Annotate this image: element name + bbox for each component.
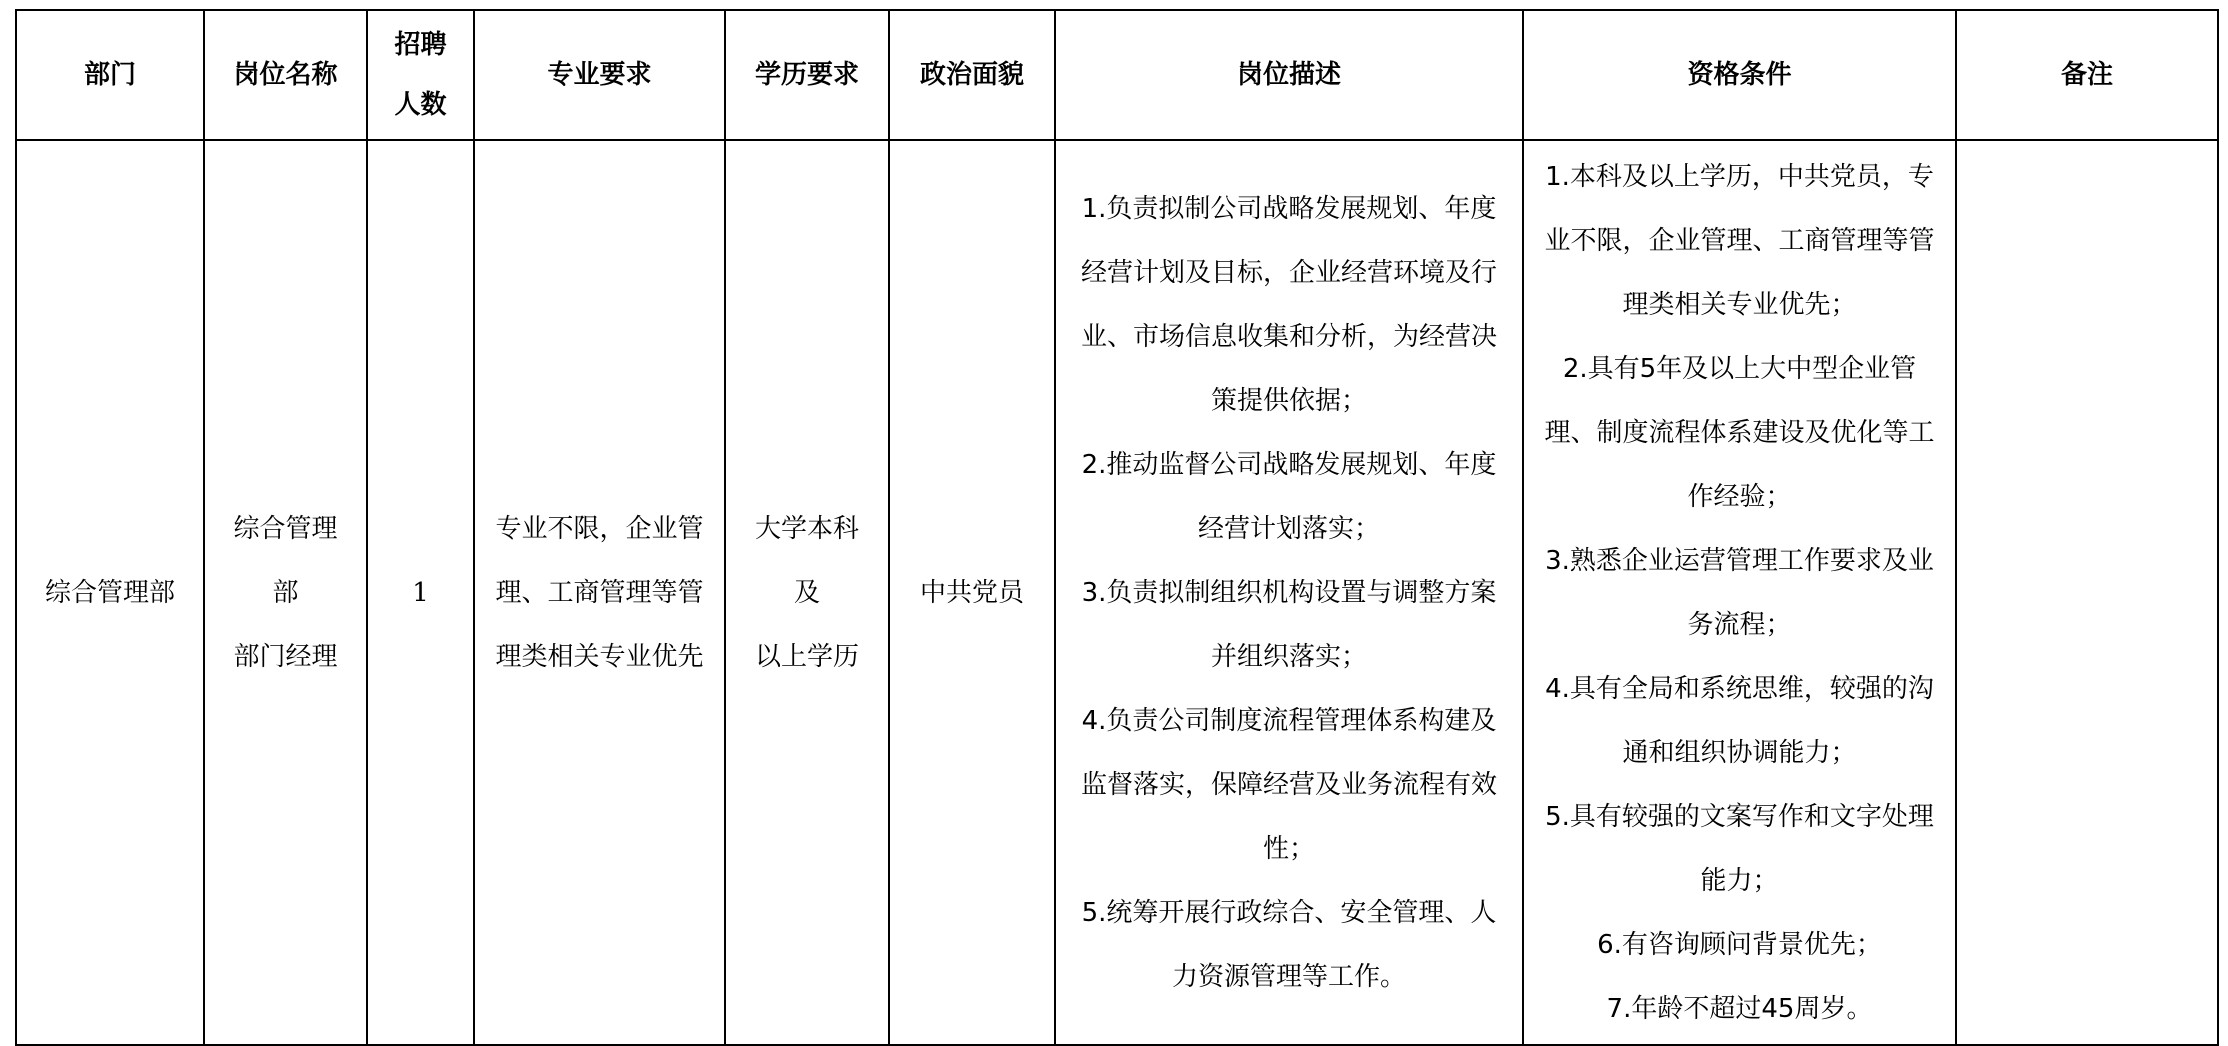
header-position: 岗位名称	[204, 10, 367, 140]
cell-qualification	[1523, 140, 1956, 1045]
header-remarks: 备注	[1956, 10, 2218, 140]
cell-count: 1	[367, 140, 474, 1045]
cell-position	[204, 140, 367, 1045]
header-qualification: 资格条件	[1523, 10, 1956, 140]
cell-remarks	[1956, 140, 2218, 1045]
major-line: 理、工商管理等管	[495, 577, 704, 608]
major-line: 理类相关专业优先	[495, 641, 704, 672]
qualification-line: 1.本科及以上学历，中共党员，专	[1545, 161, 1934, 192]
cell-position-line2: 部门经理	[233, 641, 338, 672]
table-row	[16, 140, 2218, 1045]
header-dept: 部门	[16, 10, 204, 140]
description-line: 4.负责公司制度流程管理体系构建及	[1081, 705, 1497, 736]
header-description: 岗位描述	[1055, 10, 1523, 140]
description-line: 经营计划及目标，企业经营环境及行	[1080, 257, 1497, 288]
description-line: 2.推动监督公司战略发展规划、年度	[1081, 449, 1497, 480]
description-line: 经营计划落实；	[1197, 513, 1380, 544]
description-line: 力资源管理等工作。	[1171, 961, 1406, 992]
qualification-line: 作经验；	[1687, 481, 1792, 512]
cell-education	[725, 140, 889, 1045]
cell-political: 中共党员	[889, 140, 1055, 1045]
description-line: 性；	[1262, 833, 1315, 864]
cell-position-line1: 综合管理部	[233, 513, 338, 608]
qualification-line: 6.有咨询顾问背景优先；	[1597, 929, 1882, 960]
header-count-line1: 招聘	[394, 30, 447, 60]
header-row	[16, 10, 2218, 140]
description-line: 3.负责拟制组织机构设置与调整方案	[1081, 577, 1497, 608]
header-count	[367, 10, 474, 140]
education-line: 以上学历	[754, 641, 859, 672]
header-education: 学历要求	[725, 10, 889, 140]
education-line: 大学本科及	[754, 513, 859, 608]
header-count-line2: 人数	[394, 90, 447, 120]
description-line: 策提供依据；	[1210, 385, 1367, 416]
qualification-line: 4.具有全局和系统思维，较强的沟	[1545, 673, 1934, 704]
qualification-line: 能力；	[1700, 865, 1779, 896]
description-line: 监督落实，保障经营及业务流程有效	[1080, 769, 1497, 800]
cell-major	[474, 140, 725, 1045]
description-line: 并组织落实；	[1210, 641, 1367, 672]
qualification-line: 理、制度流程体系建设及优化等工	[1544, 417, 1935, 448]
major-line: 专业不限，企业管	[495, 513, 704, 544]
qualification-line: 理类相关专业优先；	[1622, 289, 1857, 320]
qualification-line: 2.具有5年及以上大中型企业管	[1562, 353, 1917, 384]
description-line: 1.负责拟制公司战略发展规划、年度	[1081, 193, 1497, 224]
cell-description	[1055, 140, 1523, 1045]
header-political: 政治面貌	[889, 10, 1055, 140]
qualification-line: 7.年龄不超过45周岁。	[1606, 993, 1873, 1024]
cell-dept: 综合管理部	[16, 140, 204, 1045]
qualification-line: 5.具有较强的文案写作和文字处理	[1545, 801, 1934, 832]
qualification-line: 3.熟悉企业运营管理工作要求及业	[1545, 545, 1934, 576]
qualification-line: 业不限，企业管理、工商管理等管	[1544, 225, 1935, 256]
qualification-line: 通和组织协调能力；	[1622, 737, 1857, 768]
description-line: 5.统筹开展行政综合、安全管理、人	[1081, 897, 1497, 928]
recruitment-table	[15, 9, 2219, 1046]
header-major: 专业要求	[474, 10, 725, 140]
qualification-line: 务流程；	[1687, 609, 1792, 640]
description-line: 业、市场信息收集和分析，为经营决	[1080, 321, 1497, 352]
